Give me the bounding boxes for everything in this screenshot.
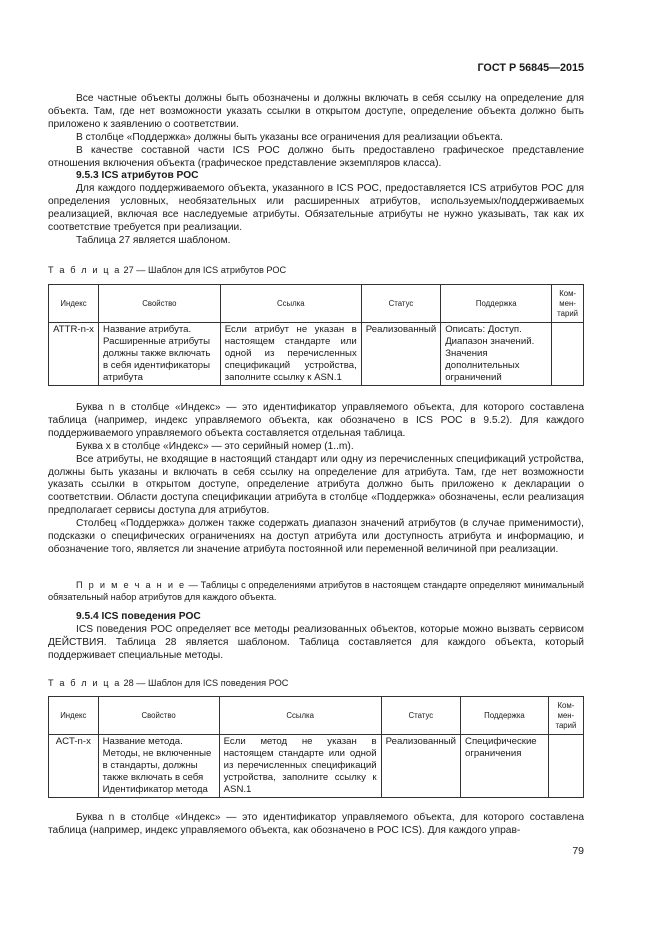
table-28-header-cell: Ком-мен-тарий	[548, 697, 583, 735]
body-paragraph: Все атрибуты, не входящие в настоящий стандарт или одну из перечисленных спецификаций устройства, должны быть указаны и включать в себя ссылку на определение для атрибута. Там, где нет возможности указать ссылки в открытом доступе, определение атрибута должно быть приложено к декларации о соответствии. Области доступа спецификации атрибута в столбце «Поддержка» обозначены, если реализация предполагает сервисы доступа для атрибутов.	[48, 453, 584, 517]
standard-header: ГОСТ Р 56845—2015	[477, 62, 584, 74]
table-28-header-row	[49, 697, 584, 735]
table-27-header-row	[49, 285, 584, 323]
table-27-caption-label: Т а б л и ц а	[48, 265, 121, 275]
table-27-caption-text: 27 — Шаблон для ICS атрибутов РОС	[123, 265, 287, 275]
table-28-caption-text: 28 — Шаблон для ICS поведения РОС	[123, 678, 289, 688]
table-28-property-cell: Название метода. Методы, не включенные в стандарты, должны также включать в себя Идентификатор метода	[98, 735, 219, 798]
section-954-heading: 9.5.4 ICS поведения РОС	[76, 611, 201, 622]
table-27-header-cell: Ком-мен-тарий	[552, 285, 584, 323]
page-number: 79	[572, 845, 584, 857]
table-28-caption-label: Т а б л и ц а	[48, 678, 121, 688]
table-28-reference-cell: Если метод не указан в настоящем стандарте или одной из перечисленных спецификаций устройства, заполните ссылку к ASN.1	[219, 735, 381, 798]
note-block	[48, 579, 584, 604]
table-28-status-cell: Реализованный	[381, 735, 460, 798]
table-28-row	[49, 735, 584, 798]
body-paragraph: Столбец «Поддержка» должен также содержать диапазон значений атрибутов (в случае применимости), подсказки о специфических ограничениях на доступ атрибута или доступность атрибута и информацию, и обозначение того, является ли значение атрибута постоянной или переменной величиной при реализации.	[48, 518, 584, 555]
final-block	[48, 812, 584, 838]
table-28-support-cell: Специфические ограничения	[461, 735, 549, 798]
table-27-header-cell: Свойство	[99, 285, 221, 323]
note-text: — Таблицы с определениями атрибутов в настоящем стандарте определяют минимальный обязательный набор атрибутов для каждого объекта.	[48, 580, 584, 603]
body-paragraph: Буква n в столбце «Индекс» — это идентификатор управляемого объекта, для которого составлена таблица (например, индекс управляемого объекта, как обозначено в ICS РОС в 9.5.2). Для каждого поддерживаемого управляемого объекта составляется отдельная таблица.	[48, 402, 584, 439]
table-27-header-cell: Поддержка	[441, 285, 552, 323]
note-label: П р и м е ч а н и е	[76, 580, 186, 590]
intro-paragraph: В столбце «Поддержка» должны быть указаны все ограничения для реализации объекта.	[76, 131, 503, 143]
table-27-support-cell: Описать: Доступ. Диапазон значений. Значения дополнительных ограничений	[441, 323, 552, 386]
table-28-caption	[48, 677, 288, 690]
section-954-paragraph: ICS поведения РОС определяет все методы реализованных объектов, которые можно вызвать сервисом ДЕЙСТВИЯ. Таблица 28 является шаблоном. Таблица составляется для каждого объекта, который поддерживает специальные методы.	[48, 623, 584, 661]
intro-block	[48, 93, 584, 248]
final-paragraph: Буква n в столбце «Индекс» — это идентификатор управляемого объекта, для которого составлена таблица (например, индекс управляемого объекта, как обозначено в РОС ICS). Для каждого управ-	[48, 812, 584, 836]
table-28-header-cell: Статус	[381, 697, 460, 735]
body-paragraph: Буква x в столбце «Индекс» — это серийный номер (1..m).	[76, 440, 354, 452]
table-28-comment-cell	[548, 735, 583, 798]
section-954-block	[48, 611, 584, 663]
table-27-reference-cell: Если атрибут не указан в настоящем стандарте или одной из перечисленных спецификаций устройства, заполните ссылку к ASN.1	[220, 323, 361, 386]
table-27-header-cell: Статус	[361, 285, 440, 323]
table-28-header-cell: Поддержка	[461, 697, 549, 735]
intro-paragraph: Все частные объекты должны быть обозначены и должны включать в себя ссылку на определение для объекта. Там, где нет возможности указать ссылки в открытом доступе, определение объекта должно быть приложено к заявлению о соответствии.	[48, 93, 584, 130]
table-28-index-cell: ACT-n-x	[49, 735, 99, 798]
intro-paragraph: В качестве составной части ICS РОС должно быть предоставлено графическое представление отношения включения объекта (графическое представление экземпляров класса).	[48, 144, 584, 169]
table-27-header-cell: Индекс	[49, 285, 99, 323]
table-28-header-cell: Ссылка	[219, 697, 381, 735]
after-table-27-block	[48, 402, 584, 557]
table-28	[48, 696, 584, 798]
table-27-property-cell: Название атрибута. Расширенные атрибуты должны также включать в себя идентификаторы атрибута	[99, 323, 221, 386]
section-953-paragraph: Для каждого поддерживаемого объекта, указанного в ICS РОС, предоставляется ICS атрибутов РОС для определения условных, необязательных или расширенных атрибутов, используемых/поддерживаемых реализацией, включая все наследуемые атрибуты. Обязательные атрибуты не нужно указывать, так как их соответствие требуется при реализации.	[48, 183, 584, 234]
table-27-caption	[48, 264, 286, 277]
section-953-paragraph: Таблица 27 является шаблоном.	[76, 234, 231, 246]
table-27	[48, 284, 584, 386]
section-953-heading: 9.5.3 ICS атрибутов РОС	[76, 170, 199, 182]
table-27-status-cell: Реализованный	[361, 323, 440, 386]
table-28-header-cell: Индекс	[49, 697, 99, 735]
table-27-row	[49, 323, 584, 386]
table-27-index-cell: ATTR-n-x	[49, 323, 99, 386]
table-28-header-cell: Свойство	[98, 697, 219, 735]
table-27-comment-cell	[552, 323, 584, 386]
table-27-header-cell: Ссылка	[220, 285, 361, 323]
